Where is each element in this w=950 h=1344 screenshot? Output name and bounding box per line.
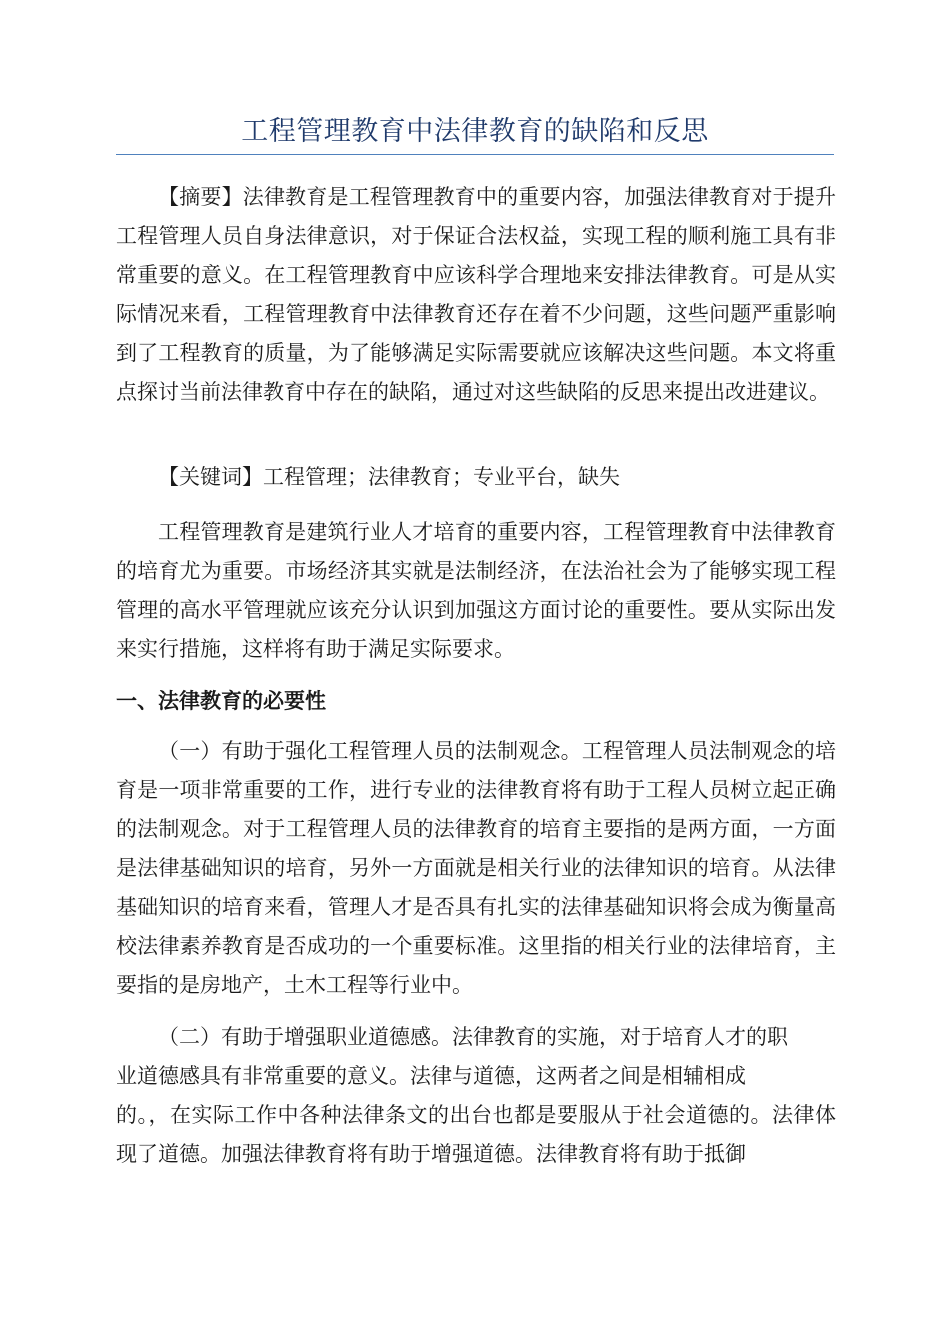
section1-paragraph-1: （一）有助于强化工程管理人员的法制观念。工程管理人员法制观念的培育是一项非常重要的工作，进行专业的法律教育将有助于工程人员树立起正确的法制观念。对于工程管理人员的法律教育的培育主要指的是两方面，一方面是法律基础知识的培育，另外一方面就是相关行业的法律知识的培育。从法律基础知识的培育来看，管理人才是否具有扎实的法律基础知识将会成为衡量高校法律素养教育是否成功的一个重要标准。这里指的相关行业的法律培育，主要指的是房地产，土木工程等行业中。: [116, 739, 836, 997]
intro-paragraph: 工程管理教育是建筑行业人才培育的重要内容，工程管理教育中法律教育的培育尤为重要。市场经济其实就是法制经济，在法治社会为了能够实现工程管理的高水平管理就应该充分认识到加强这方面讨论的重要性。要从实际出发来实行措施，这样将有助于满足实际要求。: [116, 520, 836, 661]
section1-paragraph-2-line-1: （二）有助于增强职业道德感。法律教育的实施，对于培育人才的职: [158, 1025, 788, 1049]
section1-paragraph-2-rest: 的。，在实际工作中各种法律条文的出台也都是要服从于社会道德的。法律体现了道德。加强法律教育将有助于增强道德。法律教育将有助于抵御: [116, 1103, 836, 1166]
keywords-paragraph: 【关键词】工程管理；法律教育；专业平台，缺失: [158, 465, 620, 489]
document-title: 工程管理教育中法律教育的缺陷和反思: [241, 116, 709, 147]
title-underline: [116, 154, 834, 155]
section-heading-1: 一、法律教育的必要性: [116, 688, 326, 713]
abstract-paragraph: 【摘要】法律教育是工程管理教育中的重要内容，加强法律教育对于提升工程管理人员自身法律意识，对于保证合法权益，实现工程的顺利施工具有非常重要的意义。在工程管理教育中应该科学合理地来安排法律教育。可是从实际情况来看，工程管理教育中法律教育还存在着不少问题，这些问题严重影响到了工程教育的质量，为了能够满足实际需要就应该解决这些问题。本文将重点探讨当前法律教育中存在的缺陷，通过对这些缺陷的反思来提出改进建议。: [116, 185, 836, 404]
section1-paragraph-2-line-2: 业道德感具有非常重要的意义。法律与道德，这两者之间是相辅相成: [116, 1064, 746, 1088]
